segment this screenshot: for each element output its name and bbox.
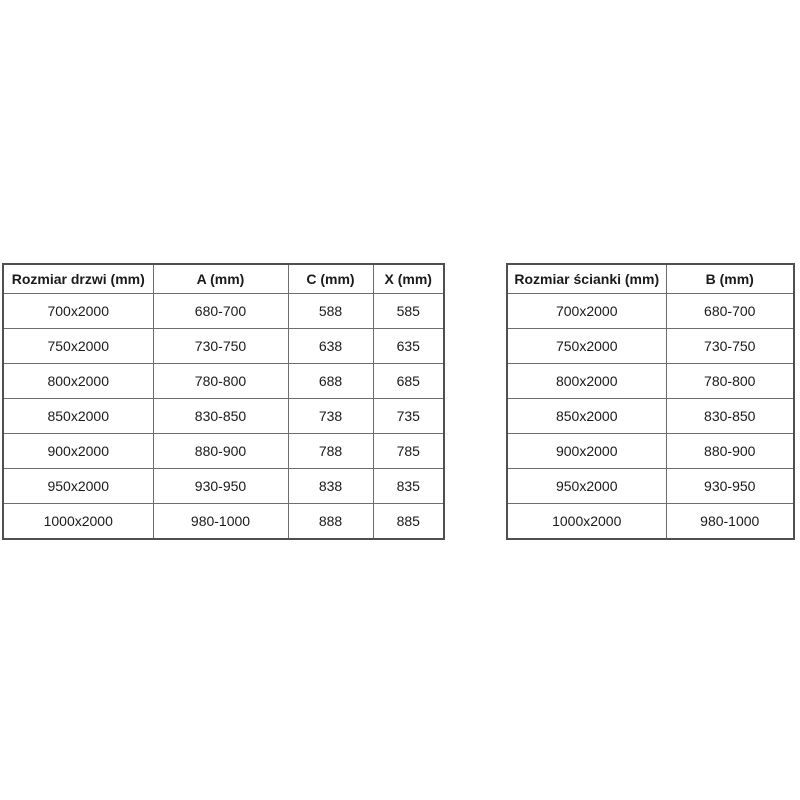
table-cell: 635 [373,329,444,364]
table-row [3,469,444,504]
door-dimensions-table [2,263,445,540]
table-row [507,434,794,469]
table-cell: 750x2000 [507,329,666,364]
table-cell: 850x2000 [507,399,666,434]
table-cell: 800x2000 [3,364,153,399]
table-cell: 900x2000 [3,434,153,469]
table-cell: 738 [288,399,373,434]
table-cell: 950x2000 [3,469,153,504]
table-cell: 700x2000 [3,294,153,329]
table-cell: 880-900 [666,434,794,469]
table-cell: 830-850 [153,399,288,434]
table-cell: 780-800 [666,364,794,399]
table-row [507,329,794,364]
table-cell: 838 [288,469,373,504]
table-row [507,399,794,434]
table-cell: 585 [373,294,444,329]
header-row [3,264,444,294]
table-row [3,364,444,399]
table-row [507,364,794,399]
table-cell: 688 [288,364,373,399]
column-header-c: C (mm) [288,264,373,294]
table-cell: 588 [288,294,373,329]
table-cell: 830-850 [666,399,794,434]
table-cell: 885 [373,504,444,540]
column-header-a: A (mm) [153,264,288,294]
table-cell: 980-1000 [666,504,794,540]
table-cell: 788 [288,434,373,469]
table-row [507,504,794,540]
header-row [507,264,794,294]
table-cell: 930-950 [666,469,794,504]
table-cell: 730-750 [666,329,794,364]
table-row [3,294,444,329]
wall-dimensions-table [506,263,795,540]
table-cell: 700x2000 [507,294,666,329]
table-cell: 680-700 [666,294,794,329]
table-cell: 880-900 [153,434,288,469]
door-table-header [3,264,444,294]
table-cell: 1000x2000 [507,504,666,540]
table-cell: 950x2000 [507,469,666,504]
column-header-x: X (mm) [373,264,444,294]
table-cell: 835 [373,469,444,504]
table-cell: 680-700 [153,294,288,329]
table-row [507,294,794,329]
table-cell: 730-750 [153,329,288,364]
table-cell: 800x2000 [507,364,666,399]
table-cell: 900x2000 [507,434,666,469]
table-cell: 1000x2000 [3,504,153,540]
table-row [3,399,444,434]
column-header-b: B (mm) [666,264,794,294]
table-row [3,434,444,469]
table-row [507,469,794,504]
table-cell: 888 [288,504,373,540]
table-cell: 638 [288,329,373,364]
column-header-door-size: Rozmiar drzwi (mm) [3,264,153,294]
table-cell: 780-800 [153,364,288,399]
table-cell: 685 [373,364,444,399]
table-cell: 980-1000 [153,504,288,540]
door-table-body [3,294,444,540]
table-row [3,329,444,364]
wall-table-header [507,264,794,294]
table-row [3,504,444,540]
table-cell: 785 [373,434,444,469]
column-header-wall-size: Rozmiar ścianki (mm) [507,264,666,294]
table-cell: 850x2000 [3,399,153,434]
table-cell: 750x2000 [3,329,153,364]
table-cell: 930-950 [153,469,288,504]
wall-table-body [507,294,794,540]
table-cell: 735 [373,399,444,434]
